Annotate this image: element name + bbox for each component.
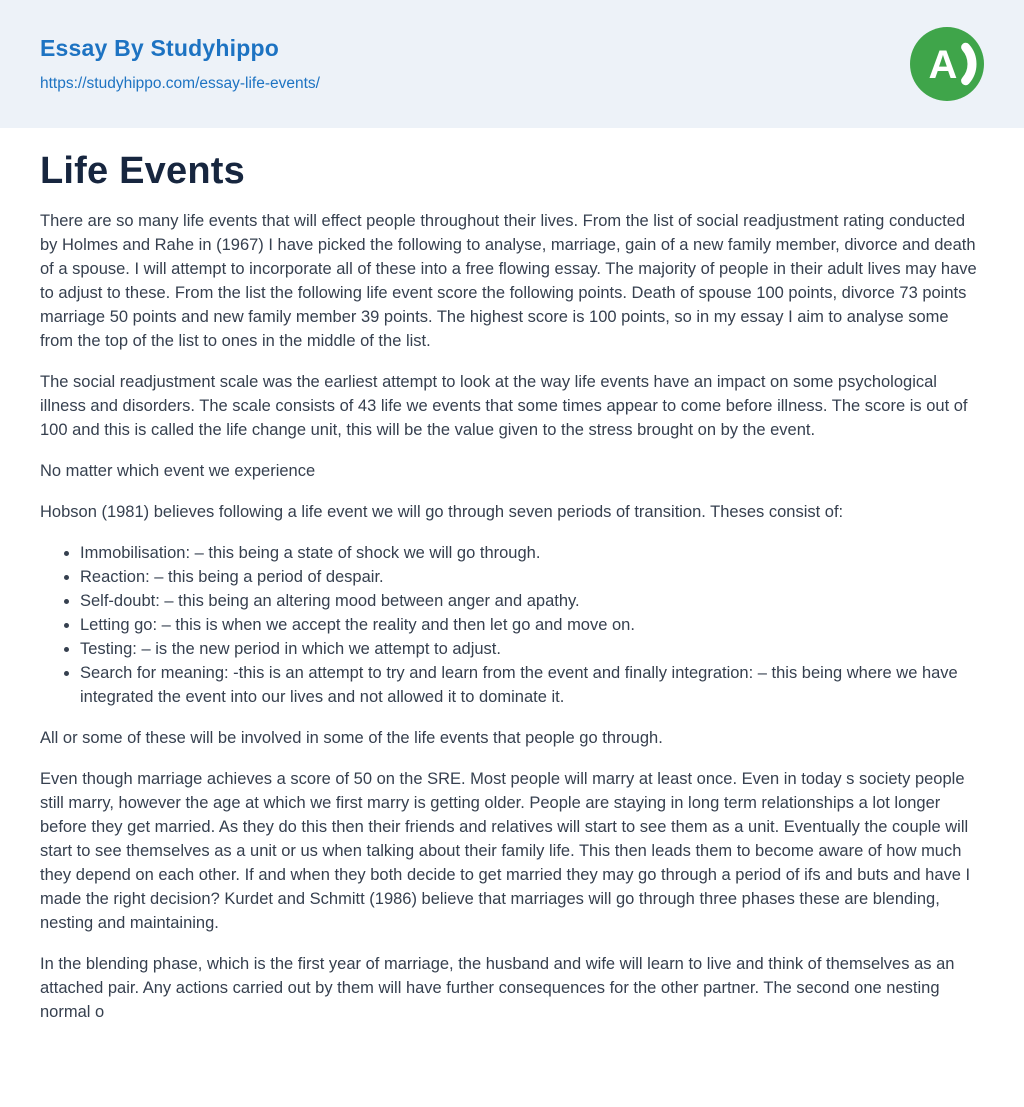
header-text-group: [40, 35, 320, 93]
transition-list-item: • Search for meaning: -this is an attempt to try and learn from the event and finally integration: – this being where we have integrated the event into our lives and not allowed it to dominate it.: [80, 661, 984, 709]
logo-svg: [910, 27, 984, 101]
essay-url-link[interactable]: https://studyhippo.com/essay-life-events/: [40, 75, 320, 92]
essay-paragraph: Hobson (1981) believes following a life event we will go through seven periods of transition. Theses consist of:: [40, 503, 844, 521]
source-title: Essay By Studyhippo: [40, 35, 279, 61]
essay-paragraph: In the blending phase, which is the first year of marriage, the husband and wife will learn to live and think of themselves as an attached pair. Any actions carried out by them will have further consequences for the other partner. The second one nesting normal o: [40, 955, 955, 1021]
essay-content: [0, 128, 1024, 1024]
essay-title: Life Events: [40, 150, 245, 192]
transition-list-item: • Letting go: – this is when we accept the reality and then let go and move on.: [80, 613, 984, 637]
essay-paragraph: Even though marriage achieves a score of 50 on the SRE. Most people will marry at least once. Even in today s society people still marry, however the age at which we first marry is getting older. People are staying in long term relationships a lot longer before they get married. As they do this then their friends and relatives will start to see them as a unit. Eventually the couple will start to see themselves as a unit or us when talking about their family life. This then leads them to become aware of how much they depend on each other. If and when they both decide to get married they may go through a period of ifs and buts and have I made the right decision? Kurdet and Schmitt (1986) believe that marriages will go through three phases these are blending, nesting and maintaining.: [40, 770, 971, 932]
transition-list-item: • Self-doubt: – this being an altering mood between anger and apathy.: [80, 589, 984, 613]
transition-list-item: • Testing: – is the new period in which we attempt to adjust.: [80, 637, 984, 661]
essay-paragraph: All or some of these will be involved in some of the life events that people go through.: [40, 729, 663, 747]
transition-list-item: • Reaction: – this being a period of despair.: [80, 565, 984, 589]
essay-paragraph: There are so many life events that will effect people throughout their lives. From the list of social readjustment rating conducted by Holmes and Rahe in (1967) I have picked the following to analyse, marriage, gain of a new family member, divorce and death of a spouse. I will attempt to incorporate all of these into a free flowing essay. The majority of people in their adult lives may have to adjust to these. From the list the following life event score the following points. Death of spouse 100 points, divorce 73 points marriage 50 points and new family member 39 points. The highest score is 100 points, so in my essay I aim to analyse some from the top of the list to ones in the middle of the list.: [40, 212, 977, 350]
logo-letter: A: [928, 43, 958, 87]
studyhippo-logo-icon: [910, 27, 984, 101]
essay-paragraph: No matter which event we experience: [40, 462, 316, 480]
page-header: [0, 0, 1024, 128]
transition-list-item: • Immobilisation: – this being a state of shock we will go through.: [80, 541, 984, 565]
essay-paragraph: The social readjustment scale was the earliest attempt to look at the way life events have an impact on some psychological illness and disorders. The scale consists of 43 life we events that some times appear to come before illness. The score is out of 100 and this is called the life change unit, this will be the value given to the stress brought on by the event.: [40, 373, 968, 439]
transition-list: [40, 541, 984, 709]
